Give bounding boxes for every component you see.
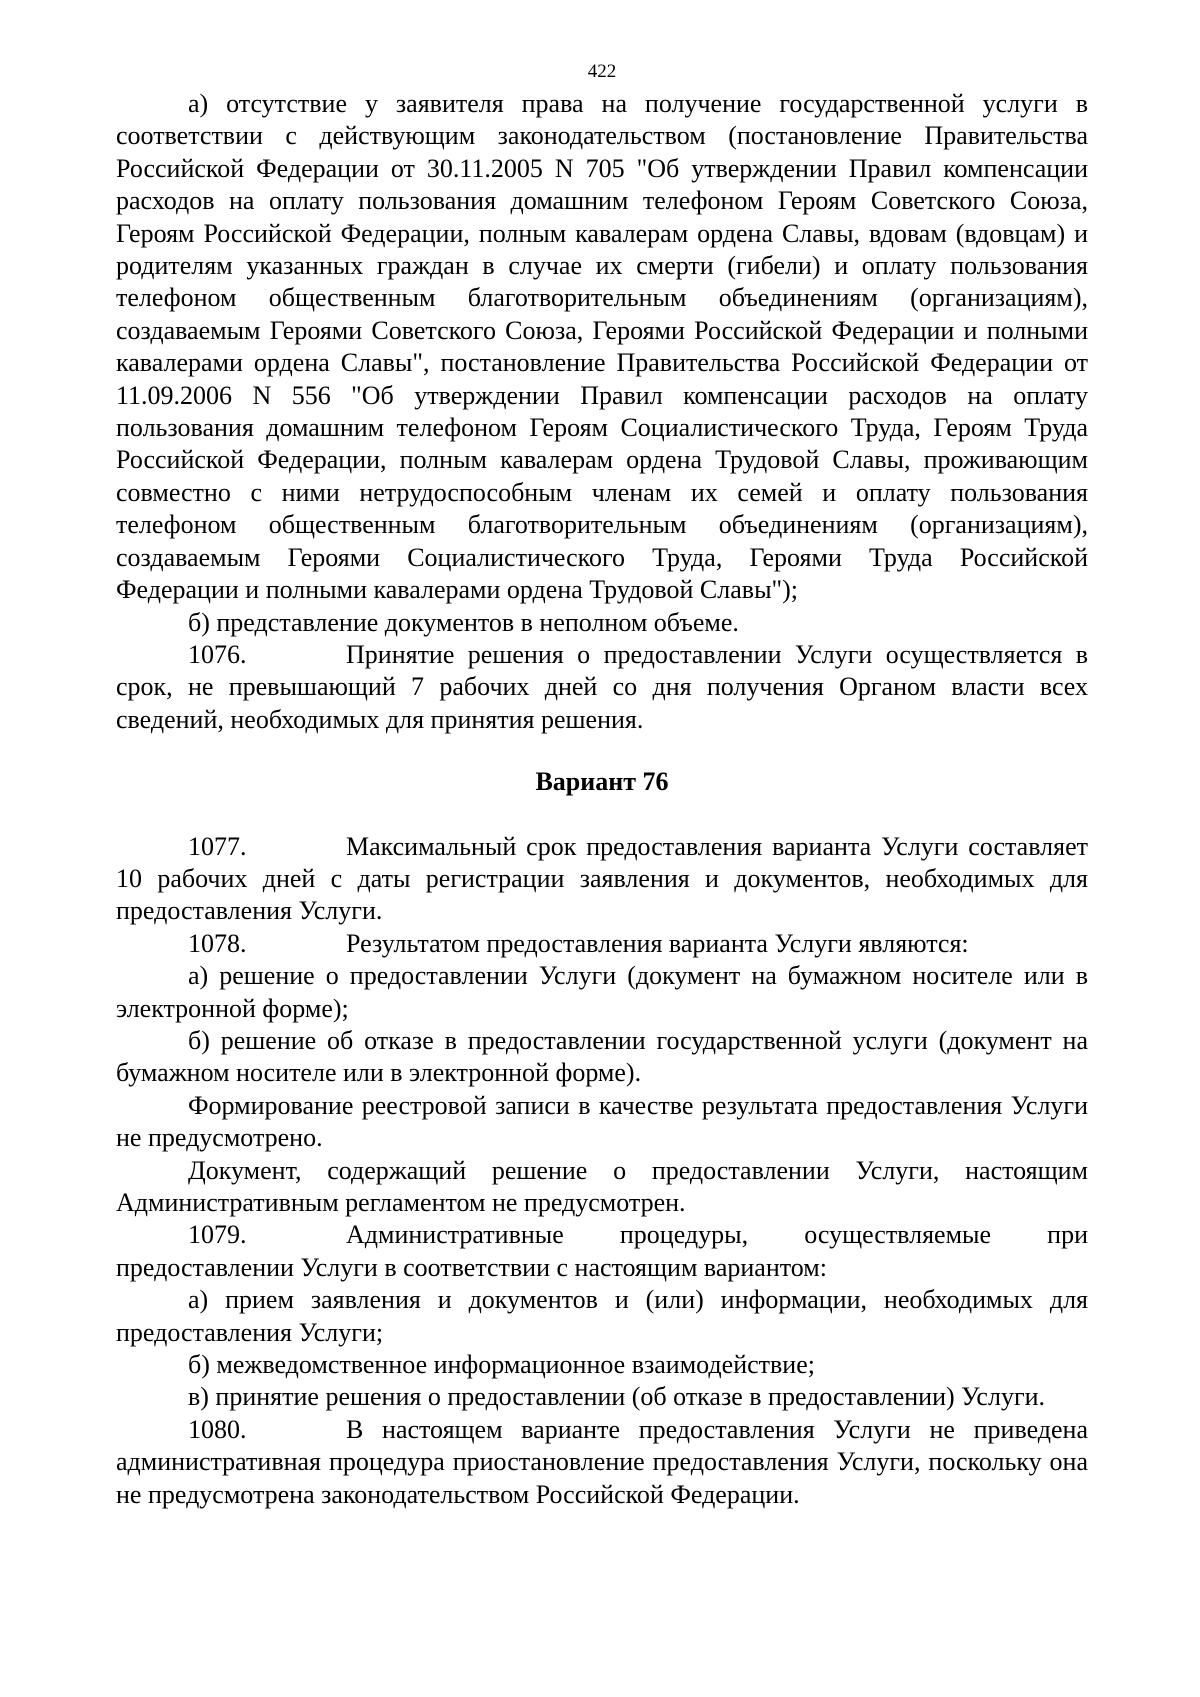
paragraph-text: б) межведомственное информационное взаимодействие; xyxy=(188,1350,815,1380)
document-page xyxy=(116,60,1088,1511)
paragraph xyxy=(116,1284,1088,1349)
section-heading: Вариант 76 xyxy=(535,767,669,797)
clause-number: 1078. xyxy=(188,928,247,958)
paragraph xyxy=(116,1381,1088,1413)
clause-number: 1080. xyxy=(188,1414,247,1444)
paragraph xyxy=(116,1025,1088,1090)
paragraph-text: а) прием заявления и документов и (или) информации, необходимых для предоставления Услуги; xyxy=(116,1285,1088,1347)
clause-number: 1079. xyxy=(188,1220,247,1250)
paragraph-text: Максимальный срок предоставления варианта Услуги составляет 10 рабочих дней с даты регистрации заявления и документов, необходимых для предоставления Услуги. xyxy=(116,831,1088,926)
paragraph-1078 xyxy=(116,928,1088,960)
section-after xyxy=(116,831,1088,1512)
paragraph xyxy=(116,1349,1088,1381)
paragraph-text: Результатом предоставления варианта Услуги являются: xyxy=(346,928,969,958)
page-number: 422 xyxy=(587,61,617,82)
paragraph-text: Принятие решения о предоставлении Услуги осуществляется в срок, не превышающий 7 рабочих дней со дня получения Органом власти всех сведений, необходимых для принятия решения. xyxy=(116,639,1088,734)
paragraph xyxy=(116,960,1088,1025)
paragraph-text: в) принятие решения о предоставлении (об отказе в предоставлении) Услуги. xyxy=(188,1382,1046,1412)
paragraph-text: Формирование реестровой записи в качестве результата предоставления Услуги не предусмотрено. xyxy=(116,1090,1088,1153)
paragraph-text: а) отсутствие у заявителя права на получение государственной услуги в соответствии с действующим законодательством (постановление Правительства Российской Федерации от 30.11.2005 N 705 "Об утверждении Правил компенсации расходов на оплату пользования домашним телефоном Героям Советского Союза, Героям Российской Федерации, полным кавалерам ордена Славы, вдовам (вдовцам) и родителям указанных граждан в случае их смерти (гибели) и оплату пользования телефоном общественным благотворительным объединениям (организациям), создаваемым Героями Советского Союза, Героями Российской Федерации и полными кавалерами ордена Славы", постановление Правительства Российской Федерации от 11.09.2006 N 556 "Об утверждении Правил компенсации расходов на оплату пользования домашним телефоном Героям Социалистического Труда, Героям Труда Российской Федерации, полным кавалерам ордена Трудовой Славы, проживающим совместно с ними нетрудоспособным членам их семей и оплату пользования телефоном общественным благотворительным объединениям (организациям), создаваемым Героями Социалистического Труда, Героями Труда Российской Федерации и полными кавалерами ордена Трудовой Славы"); xyxy=(116,89,1088,605)
paragraph-text: В настоящем варианте предоставления Услуги не приведена административная процедура приостановление предоставления Услуги, поскольку она не предусмотрена законодательством Российской Федерации. xyxy=(116,1414,1088,1509)
paragraph-1080 xyxy=(116,1414,1088,1511)
clause-number: 1076. xyxy=(188,639,247,669)
paragraph xyxy=(116,607,1088,639)
paragraph-text: Административные процедуры, осуществляемые при предоставлении Услуги в соответствии с настоящим вариантом: xyxy=(116,1220,1088,1282)
paragraph xyxy=(116,88,1088,607)
section-before xyxy=(116,88,1088,736)
paragraph-1077 xyxy=(116,831,1088,928)
paragraph-1076 xyxy=(116,639,1088,736)
paragraph-text: б) представление документов в неполном объеме. xyxy=(188,607,739,637)
paragraph xyxy=(116,1155,1088,1220)
paragraph-1079 xyxy=(116,1219,1088,1284)
paragraph-text: а) решение о предоставлении Услуги (документ на бумажном носителе или в электронной форме); xyxy=(116,961,1088,1023)
paragraph-text: Документ, содержащий решение о предоставлении Услуги, настоящим Административным регламентом не предусмотрен. xyxy=(116,1155,1088,1217)
paragraph-text: б) решение об отказе в предоставлении государственной услуги (документ на бумажном носителе или в электронной форме). xyxy=(116,1025,1088,1088)
paragraph xyxy=(116,1090,1088,1155)
clause-number: 1077. xyxy=(188,831,247,861)
